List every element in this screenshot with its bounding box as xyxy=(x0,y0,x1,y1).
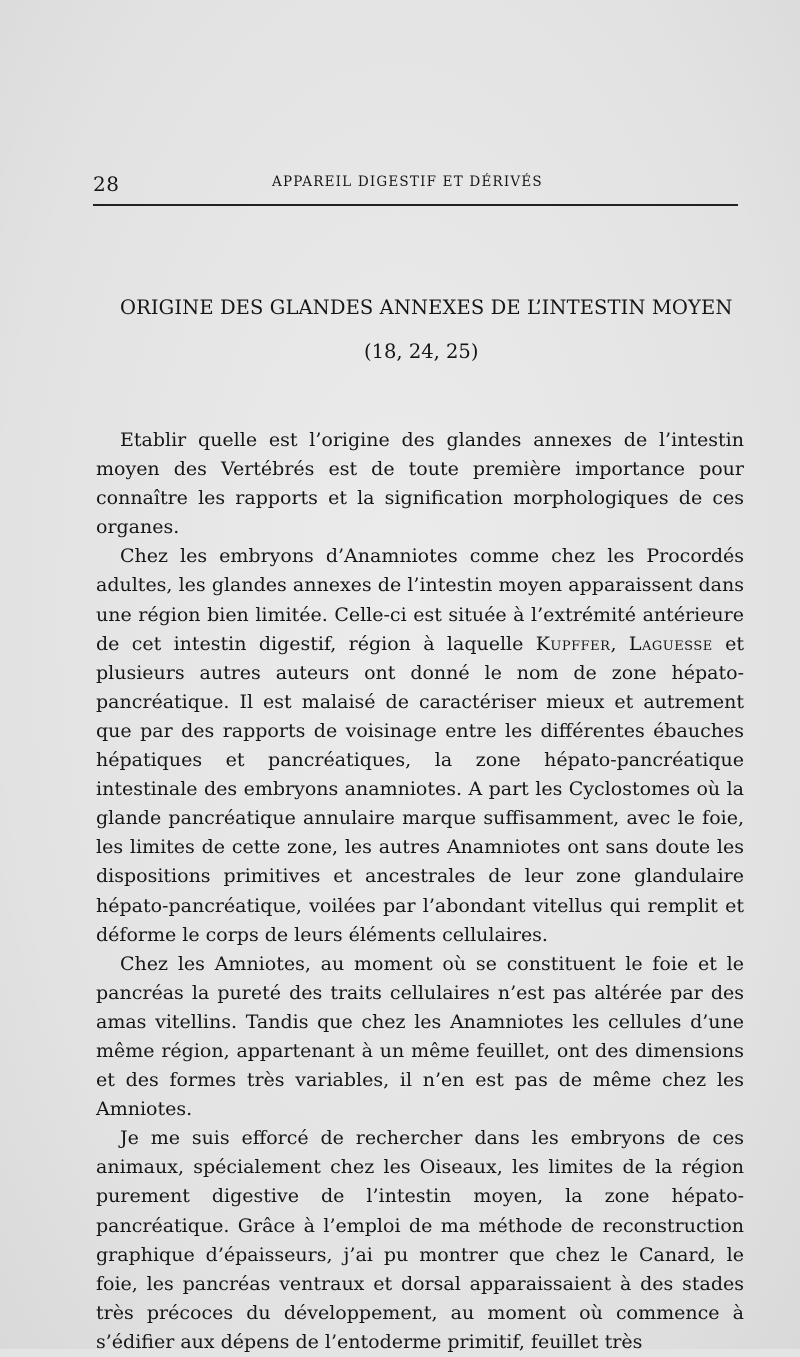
paragraph-2 xyxy=(96,542,744,949)
section-references: (18, 24, 25) xyxy=(364,340,479,363)
author-name-kupffer: Kupffer xyxy=(535,632,611,655)
paragraph-3: Chez les Amniotes, au moment où se constituent le foie et le pancréas la pureté des traits cellulaires n’est pas altérée par des amas vitellins. Tandis que chez les Anamniotes les cellules d’une même région, appartenant à un même feuillet, ont des dimensions et des formes très variables, il n’en est pas de même chez les Amniotes. xyxy=(96,952,744,1121)
paragraph-4: Je me suis efforcé de rechercher dans les embryons de ces animaux, spécialement chez les Oiseaux, les limites de la région purement digestive de l’intestin moyen, la zone hépato-pancréatique. Grâce à l’emploi de ma méthode de reconstruction graphique d’épaisseurs, j’ai pu montrer que chez le Canard, le foie, les pancréas ventraux et dorsal apparaissaient à des stades très précoces du développement, au moment où commence à s’édifier aux dépens de l’entoderme primitif, feuillet très xyxy=(96,1127,744,1353)
author-name-laguesse: Laguesse xyxy=(628,632,713,655)
paragraph-1: Etablir quelle est l’origine des glandes annexes de l’intestin moyen des Vertébrés est de toute première importance pour connaître les rapports et la signification morphologiques de ces organes. xyxy=(96,429,744,539)
running-head: APPAREIL DIGESTIF ET DÉRIVÉS xyxy=(272,174,543,190)
header-rule xyxy=(93,204,738,206)
paragraph-2-text-a: Chez les embryons d’Anamniotes comme chez les Procordés adultes, les glandes annexes de l’intestin moyen apparaissent dans une région bien limitée. Celle-ci est située à l’extrémité antérieure de cet intestin digestif, région à laquelle xyxy=(96,545,744,655)
page-number: 28 xyxy=(93,172,120,196)
body-text xyxy=(96,426,744,1357)
paragraph-2-text-c: et plusieurs autres auteurs ont donné le nom de zone hépato-pancréatique. Il est malaisé de caractériser mieux et autrement que par des rapports de voisinage entre les différentes ébauches hépatiques et pancréatiques, la zone hépato-pancréatique intestinale des embryons anamniotes. A part les Cyclostomes où la glande pancréatique annulaire marque suffisamment, avec le foie, les limites de cette zone, les autres Anamniotes ont sans doute les dispositions primitives et ancestrales de leur zone glandulaire hépato-pancréatique, voilées par l’abondant vitellus qui remplit et déforme le corps de leurs éléments cellulaires. xyxy=(96,632,744,946)
section-title: ORIGINE DES GLANDES ANNEXES DE L’INTESTIN MOYEN xyxy=(120,296,733,319)
paragraph-2-text-b: , xyxy=(610,632,617,655)
